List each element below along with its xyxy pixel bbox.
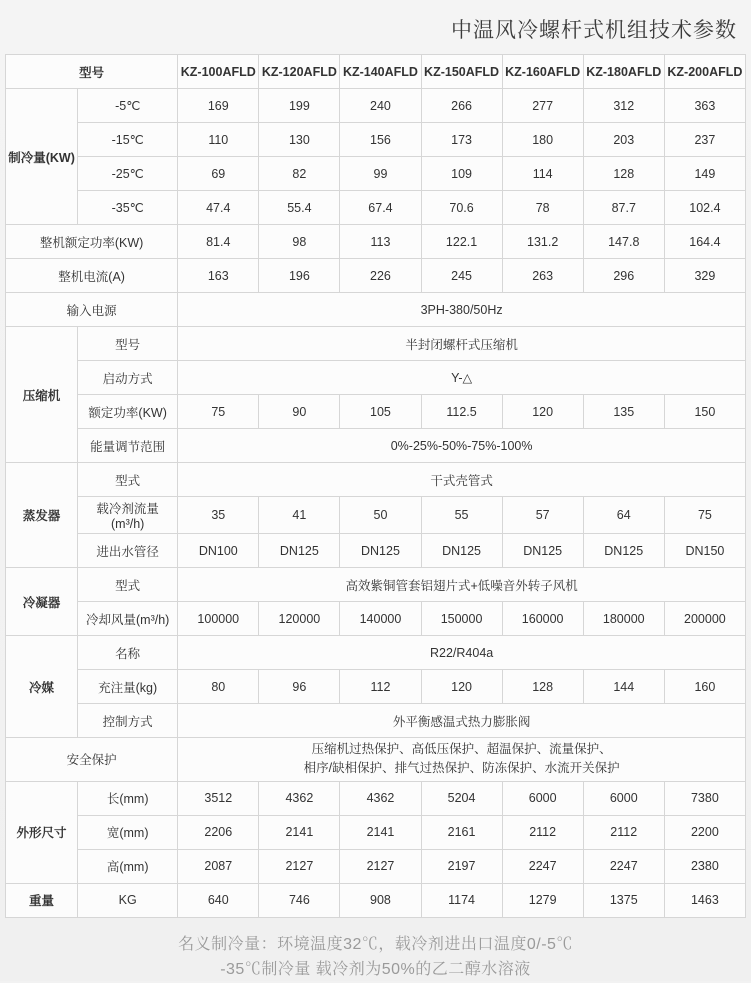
cell-16-span: R22/R404a [178,636,746,670]
cell-23-0: 640 [178,883,259,917]
group-label-refrigerant: 冷媒 [6,636,78,738]
cell-5-2: 226 [340,259,421,293]
table-row [6,225,746,259]
cell-13-3: DN125 [421,534,502,568]
row-label-19: 安全保护 [6,738,178,782]
cell-9-6: 150 [664,395,745,429]
row-label-20: 长(mm) [78,781,178,815]
cell-20-0: 3512 [178,781,259,815]
row-label-7: 型号 [78,327,178,361]
cell-22-0: 2087 [178,849,259,883]
table-row [6,602,746,636]
table-row [6,89,746,123]
table-row [6,704,746,738]
table-row [6,815,746,849]
group-label-weight: 重量 [6,883,78,917]
table-row [6,259,746,293]
row-label-5: 整机电流(A) [6,259,178,293]
cell-5-3: 245 [421,259,502,293]
cell-5-5: 296 [583,259,664,293]
cell-14-span: 高效紫铜管套铝翅片式+低噪音外转子风机 [178,568,746,602]
table-row [6,883,746,917]
page-title: 中温风冷螺杆式机组技术参数 [451,19,737,42]
cell-21-1: 2141 [259,815,340,849]
cell-20-3: 5204 [421,781,502,815]
cell-23-6: 1463 [664,883,745,917]
table-row [6,395,746,429]
table-row [6,497,746,534]
table-row [6,463,746,497]
cell-21-3: 2161 [421,815,502,849]
cell-4-6: 164.4 [664,225,745,259]
cell-21-0: 2206 [178,815,259,849]
cell-20-4: 6000 [502,781,583,815]
cell-3-5: 87.7 [583,191,664,225]
cell-5-6: 329 [664,259,745,293]
cell-4-0: 81.4 [178,225,259,259]
row-label-15: 冷却风量(m³/h) [78,602,178,636]
cell-1-2: 156 [340,123,421,157]
table-row [6,781,746,815]
model-header-5: KZ-180AFLD [583,55,664,89]
footer-line-2: -35℃制冷量 载冷剂为50%的乙二醇水溶液 [220,961,531,979]
cell-2-4: 114 [502,157,583,191]
cell-17-4: 128 [502,670,583,704]
group-label-evaporator: 蒸发器 [6,463,78,568]
row-label-1: -15℃ [78,123,178,157]
cell-9-2: 105 [340,395,421,429]
cell-23-2: 908 [340,883,421,917]
cell-4-1: 98 [259,225,340,259]
cell-5-0: 163 [178,259,259,293]
row-label-12: 载冷剂流量(m³/h) [78,497,178,534]
model-header-3: KZ-150AFLD [421,55,502,89]
cell-13-2: DN125 [340,534,421,568]
table-row [6,123,746,157]
cell-22-2: 2127 [340,849,421,883]
cell-0-6: 363 [664,89,745,123]
cell-17-6: 160 [664,670,745,704]
cell-20-1: 4362 [259,781,340,815]
model-header-4: KZ-160AFLD [502,55,583,89]
row-label-23: KG [78,883,178,917]
cell-13-6: DN150 [664,534,745,568]
cell-0-4: 277 [502,89,583,123]
cell-12-1: 41 [259,497,340,534]
row-label-17: 充注量(kg) [78,670,178,704]
cell-21-2: 2141 [340,815,421,849]
cell-6-span: 3PH-380/50Hz [178,293,746,327]
cell-9-5: 135 [583,395,664,429]
cell-15-6: 200000 [664,602,745,636]
cell-22-4: 2247 [502,849,583,883]
cell-12-2: 50 [340,497,421,534]
cell-3-1: 55.4 [259,191,340,225]
cell-9-3: 112.5 [421,395,502,429]
row-label-11: 型式 [78,463,178,497]
cell-18-span: 外平衡感温式热力膨胀阀 [178,704,746,738]
cell-2-5: 128 [583,157,664,191]
cell-23-5: 1375 [583,883,664,917]
cell-0-2: 240 [340,89,421,123]
cell-13-4: DN125 [502,534,583,568]
cell-4-2: 113 [340,225,421,259]
cell-23-4: 1279 [502,883,583,917]
row-label-8: 启动方式 [78,361,178,395]
footer-line-1: 名义制冷量：环境温度32℃，载冷剂进出口温度0/-5℃ [178,935,573,953]
specification-table [5,54,746,918]
table-row [6,670,746,704]
cell-4-4: 131.2 [502,225,583,259]
table-row [6,849,746,883]
footer-note [0,918,751,983]
row-label-10: 能量调节范围 [78,429,178,463]
cell-10-span: 0%-25%-50%-75%-100% [178,429,746,463]
cell-8-span: Y-△ [178,361,746,395]
row-label-3: -35℃ [78,191,178,225]
cell-17-2: 112 [340,670,421,704]
safety-line-2: 相序/缺相保护、排气过热保护、防冻保护、水流开关保护 [303,761,620,776]
table-row [6,534,746,568]
cell-12-4: 57 [502,497,583,534]
cell-1-5: 203 [583,123,664,157]
cell-2-3: 109 [421,157,502,191]
safety-line-1: 压缩机过热保护、高低压保护、超温保护、流量保护、 [311,742,612,756]
table-header-row [6,55,746,89]
row-label-14: 型式 [78,568,178,602]
row-label-18: 控制方式 [78,704,178,738]
row-label-2: -25℃ [78,157,178,191]
cell-2-2: 99 [340,157,421,191]
row-label-9: 额定功率(KW) [78,395,178,429]
cell-3-0: 47.4 [178,191,259,225]
cell-13-1: DN125 [259,534,340,568]
cell-0-1: 199 [259,89,340,123]
cell-21-5: 2112 [583,815,664,849]
cell-0-3: 266 [421,89,502,123]
cell-1-3: 173 [421,123,502,157]
table-row [6,568,746,602]
cell-13-0: DN100 [178,534,259,568]
cell-5-4: 263 [502,259,583,293]
row-label-13: 进出水管径 [78,534,178,568]
cell-20-5: 6000 [583,781,664,815]
cell-21-4: 2112 [502,815,583,849]
group-label-condenser: 冷凝器 [6,568,78,636]
cell-15-5: 180000 [583,602,664,636]
cell-0-0: 169 [178,89,259,123]
row-label-16: 名称 [78,636,178,670]
cell-15-2: 140000 [340,602,421,636]
cell-1-4: 180 [502,123,583,157]
row-label-6: 输入电源 [6,293,178,327]
table-row [6,636,746,670]
row-label-21: 宽(mm) [78,815,178,849]
cell-22-3: 2197 [421,849,502,883]
cell-1-6: 237 [664,123,745,157]
cell-3-2: 67.4 [340,191,421,225]
cell-4-5: 147.8 [583,225,664,259]
cell-11-span: 干式壳管式 [178,463,746,497]
cell-15-4: 160000 [502,602,583,636]
model-header-cell: 型号 [6,55,178,89]
cell-12-6: 75 [664,497,745,534]
cell-3-6: 102.4 [664,191,745,225]
cell-17-1: 96 [259,670,340,704]
model-header-1: KZ-120AFLD [259,55,340,89]
cell-9-0: 75 [178,395,259,429]
group-label-compressor: 压缩机 [6,327,78,463]
cell-3-3: 70.6 [421,191,502,225]
cell-1-0: 110 [178,123,259,157]
row-label-22: 高(mm) [78,849,178,883]
cell-20-6: 7380 [664,781,745,815]
table-row [6,293,746,327]
table-row [6,191,746,225]
cell-22-5: 2247 [583,849,664,883]
cell-12-3: 55 [421,497,502,534]
cell-22-1: 2127 [259,849,340,883]
cell-3-4: 78 [502,191,583,225]
cell-2-6: 149 [664,157,745,191]
cell-15-0: 100000 [178,602,259,636]
model-header-6: KZ-200AFLD [664,55,745,89]
cell-13-5: DN125 [583,534,664,568]
cell-21-6: 2200 [664,815,745,849]
cell-23-1: 746 [259,883,340,917]
cell-20-2: 4362 [340,781,421,815]
cell-17-3: 120 [421,670,502,704]
cell-9-4: 120 [502,395,583,429]
cell-12-5: 64 [583,497,664,534]
cell-15-1: 120000 [259,602,340,636]
row-label-0: -5℃ [78,89,178,123]
table-row [6,327,746,361]
model-header-2: KZ-140AFLD [340,55,421,89]
cell-2-0: 69 [178,157,259,191]
cell-0-5: 312 [583,89,664,123]
cell-7-span: 半封闭螺杆式压缩机 [178,327,746,361]
cell-9-1: 90 [259,395,340,429]
cell-12-0: 35 [178,497,259,534]
cell-15-3: 150000 [421,602,502,636]
cell-4-3: 122.1 [421,225,502,259]
table-row [6,157,746,191]
cell-2-1: 82 [259,157,340,191]
row-label-4: 整机额定功率(KW) [6,225,178,259]
group-label-dimension: 外形尺寸 [6,781,78,883]
group-label-cooling: 制冷量(KW) [6,89,78,225]
model-header-0: KZ-100AFLD [178,55,259,89]
table-row [6,361,746,395]
cell-17-0: 80 [178,670,259,704]
cell-23-3: 1174 [421,883,502,917]
cell-5-1: 196 [259,259,340,293]
cell-22-6: 2380 [664,849,745,883]
cell-19-span [178,738,746,782]
cell-17-5: 144 [583,670,664,704]
table-row [6,738,746,782]
cell-1-1: 130 [259,123,340,157]
table-row [6,429,746,463]
